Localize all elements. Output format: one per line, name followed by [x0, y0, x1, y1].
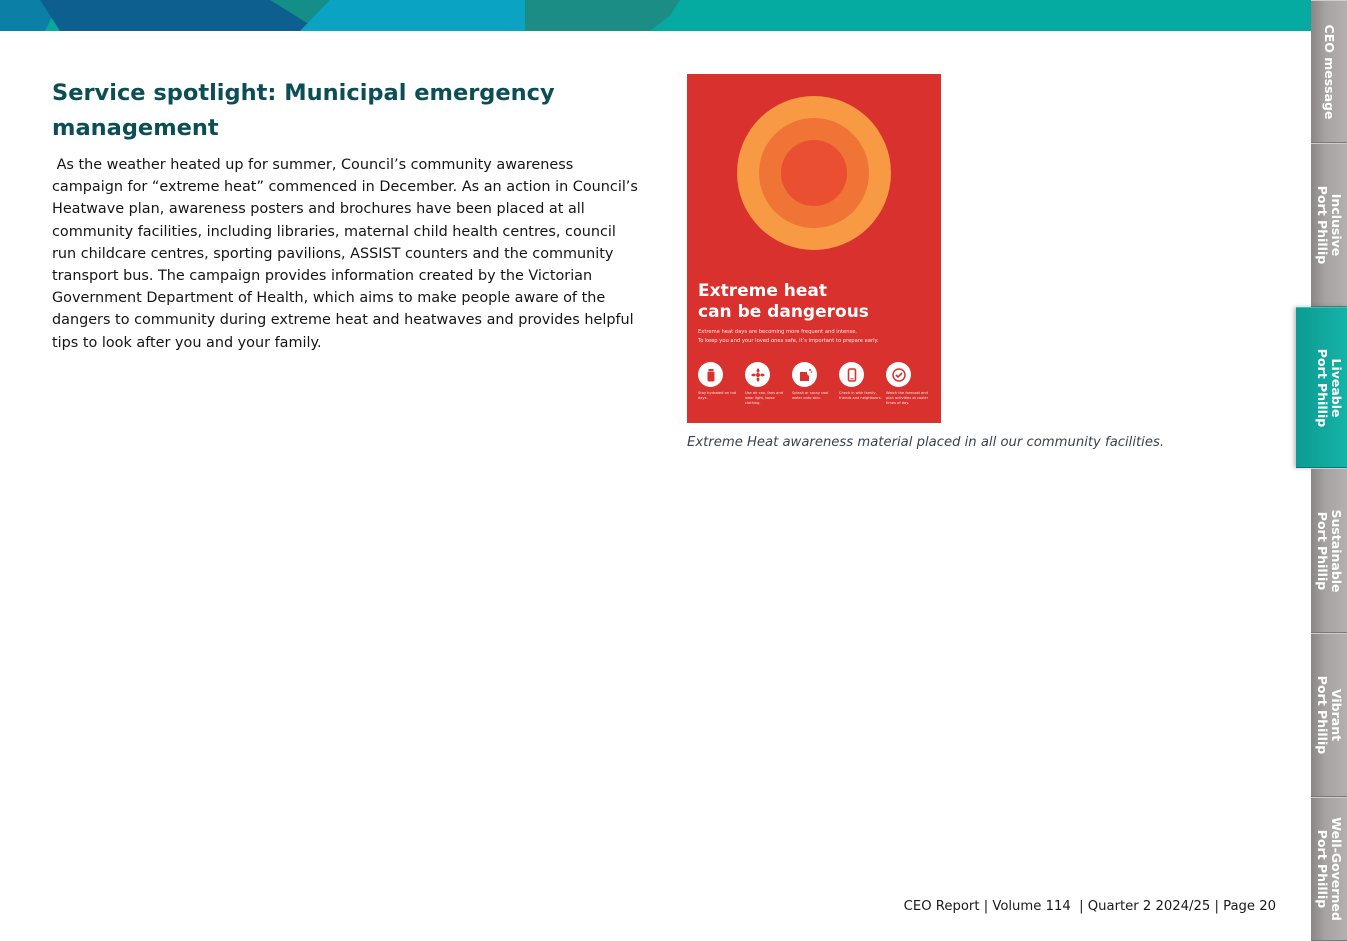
tip-item — [745, 362, 791, 406]
tip-text: Splash or spray cool water onto skin. — [792, 391, 829, 400]
page-footer: CEO Report | Volume 114 | Quarter 2 2024/25 | Page 20 — [903, 899, 1276, 914]
heat-sun-icon — [687, 74, 941, 274]
tip-text: Check in with family, friends and neighbours. — [839, 391, 882, 400]
tab-label: Well-Governed Port Phillip — [1315, 817, 1344, 921]
tab-liveable-port-phillip[interactable] — [1296, 307, 1347, 468]
phone-icon — [839, 362, 864, 387]
tip-item — [839, 362, 885, 401]
tab-label: Vibrant Port Phillip — [1315, 675, 1344, 755]
tab-label: Sustainable Port Phillip — [1315, 508, 1344, 593]
tip-text: Use air con, fans and wear light, loose clothing. — [745, 391, 783, 405]
tab-label: CEO message — [1322, 24, 1337, 119]
banner-graphic — [0, 0, 1312, 31]
poster-subtext-line-1: Extreme heat days are becoming more frequent and intense. — [698, 329, 858, 335]
extreme-heat-poster — [687, 74, 941, 423]
tip-text: Stay hydrated on hot days. — [698, 391, 737, 400]
header-banner — [0, 0, 1312, 31]
tab-label: Liveable Port Phillip — [1315, 348, 1344, 427]
tip-item — [698, 362, 744, 401]
poster-subtext — [698, 328, 933, 346]
spray-bottle-icon — [792, 362, 817, 387]
tip-text: Watch the forecast and plan activities at cooler times of day. — [886, 391, 929, 405]
poster-tips — [698, 362, 938, 417]
poster-subtext-line-2: To keep you and your loved ones safe, it’s important to prepare early. — [698, 338, 879, 344]
tab-label: Inclusive Port Phillip — [1315, 185, 1344, 265]
water-bottle-icon — [698, 362, 723, 387]
fan-icon — [745, 362, 770, 387]
poster-heading — [698, 281, 928, 323]
checklist-icon — [886, 362, 911, 387]
section-tabs — [1311, 0, 1347, 941]
tip-item — [886, 362, 932, 406]
section-body: As the weather heated up for summer, Council’s community awareness campaign for “extreme heat” commenced in December. As an action in Council’s Heatwave plan, awareness posters and brochures have been placed at all community facilities, including libraries, maternal child health centres, council run childcare centres, sporting pavilions, ASSIST counters and the community transport bus. The campaign provides information created by the Victorian Government Department of Health, which aims to make people aware of the dangers to community during extreme heat and heatwaves and provides helpful tips to look after you and your family. — [52, 157, 643, 351]
tab-inclusive-port-phillip[interactable] — [1311, 143, 1347, 307]
tab-well-governed-port-phillip[interactable] — [1311, 797, 1347, 941]
poster-heading-line-2: can be dangerous — [698, 302, 869, 322]
section-title: Service spotlight: Municipal emergency management — [52, 80, 555, 141]
tab-vibrant-port-phillip[interactable] — [1311, 633, 1347, 797]
poster-caption: Extreme Heat awareness material placed in all our community facilities. — [687, 435, 1165, 450]
tip-item — [792, 362, 838, 401]
poster-heading-line-1: Extreme heat — [698, 281, 828, 301]
tab-sustainable-port-phillip[interactable] — [1311, 468, 1347, 633]
tab-ceo-message[interactable] — [1311, 0, 1347, 143]
